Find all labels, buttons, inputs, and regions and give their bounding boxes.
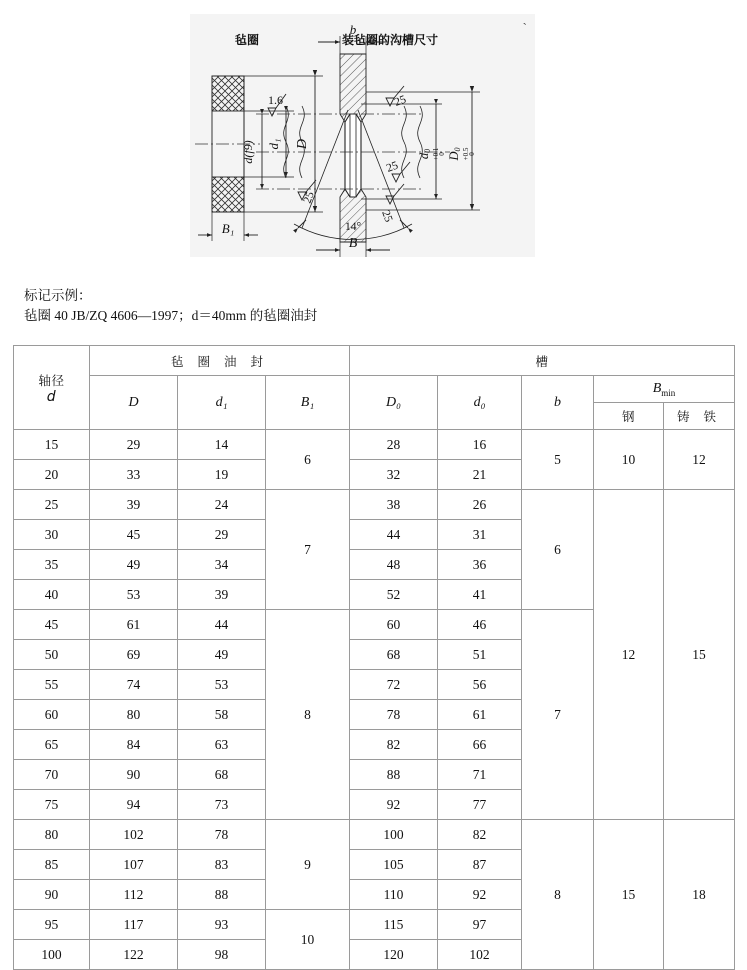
cell-D: 61 <box>90 610 178 640</box>
cell-Bmin-steel: 12 <box>594 490 664 820</box>
figure-caption-felt-ring: 毡圈 <box>235 33 260 47</box>
cell-d1: 98 <box>178 940 266 970</box>
cell-D0: 100 <box>350 820 438 850</box>
label-B1: B₁ <box>221 221 235 236</box>
cell-shaft-diameter: 100 <box>14 940 90 970</box>
cell-d0: 16 <box>438 430 522 460</box>
label-roughness-25-b: 25 <box>384 159 400 175</box>
cell-shaft-diameter: 95 <box>14 910 90 940</box>
cell-d1: 68 <box>178 760 266 790</box>
header-shaft-diameter-symbol: d <box>46 388 57 405</box>
cell-d1: 24 <box>178 490 266 520</box>
cell-B1: 9 <box>266 820 350 910</box>
cell-d0: 26 <box>438 490 522 520</box>
cell-shaft-diameter: 25 <box>14 490 90 520</box>
cell-shaft-diameter: 80 <box>14 820 90 850</box>
cell-d0: 92 <box>438 880 522 910</box>
cell-D0: 115 <box>350 910 438 940</box>
table-row <box>14 490 735 520</box>
marking-example-line: 毡圈 40 JB/ZQ 4606—1997；d＝40mm 的毡圈油封 <box>24 308 318 323</box>
cell-shaft-diameter: 35 <box>14 550 90 580</box>
cell-d0: 51 <box>438 640 522 670</box>
header-col-Bmin-steel: 钢 <box>594 403 664 430</box>
cell-D: 112 <box>90 880 178 910</box>
label-D: D <box>295 138 310 150</box>
cell-D0: 38 <box>350 490 438 520</box>
cell-d1: 58 <box>178 700 266 730</box>
cell-shaft-diameter: 55 <box>14 670 90 700</box>
cell-shaft-diameter: 65 <box>14 730 90 760</box>
technical-drawing <box>190 14 535 257</box>
cell-D0: 28 <box>350 430 438 460</box>
label-roughness-25-a: 25 <box>392 93 408 109</box>
label-roughness-25-c: 25 <box>301 190 317 206</box>
label-d1: d₁ <box>266 138 281 150</box>
cell-d1: 14 <box>178 430 266 460</box>
label-d0: d0 <box>417 148 432 160</box>
cell-d1: 83 <box>178 850 266 880</box>
marking-example <box>24 286 317 326</box>
cell-D: 74 <box>90 670 178 700</box>
cell-shaft-diameter: 20 <box>14 460 90 490</box>
cell-D0: 92 <box>350 790 438 820</box>
cell-d1: 44 <box>178 610 266 640</box>
cell-D0: 48 <box>350 550 438 580</box>
label-D0-tolerance: +0.5 <box>462 147 470 161</box>
cell-b: 8 <box>522 820 594 970</box>
label-b: b <box>349 22 357 37</box>
cell-d0: 82 <box>438 820 522 850</box>
header-col-d1: d₁ <box>178 376 266 430</box>
header-col-D0: D₀ <box>350 376 438 430</box>
cell-d1: 88 <box>178 880 266 910</box>
table-body <box>14 430 735 970</box>
cell-d0: 71 <box>438 760 522 790</box>
cell-d1: 34 <box>178 550 266 580</box>
label-B: B <box>348 236 358 251</box>
cell-D: 84 <box>90 730 178 760</box>
label-d0-tolerance: +0.1 <box>432 147 440 161</box>
cell-d0: 77 <box>438 790 522 820</box>
cell-D0: 110 <box>350 880 438 910</box>
cell-shaft-diameter: 30 <box>14 520 90 550</box>
cell-d0: 102 <box>438 940 522 970</box>
header-group-felt-seal: 毡 圈 油 封 <box>90 346 350 376</box>
felt-seal-spec-table <box>13 345 735 970</box>
cell-shaft-diameter: 45 <box>14 610 90 640</box>
cell-D: 102 <box>90 820 178 850</box>
cell-b: 7 <box>522 610 594 820</box>
label-D0: D0 <box>447 147 462 161</box>
cell-shaft-diameter: 70 <box>14 760 90 790</box>
cell-shaft-diameter: 90 <box>14 880 90 910</box>
cell-shaft-diameter: 75 <box>14 790 90 820</box>
cell-b: 6 <box>522 490 594 610</box>
cell-b: 5 <box>522 430 594 490</box>
header-shaft-diameter <box>14 346 90 430</box>
cell-D: 80 <box>90 700 178 730</box>
cell-d0: 31 <box>438 520 522 550</box>
cell-D0: 44 <box>350 520 438 550</box>
cell-d1: 78 <box>178 820 266 850</box>
cell-shaft-diameter: 15 <box>14 430 90 460</box>
cell-d0: 36 <box>438 550 522 580</box>
cell-D: 69 <box>90 640 178 670</box>
cell-D: 107 <box>90 850 178 880</box>
table-row <box>14 820 735 850</box>
cell-shaft-diameter: 85 <box>14 850 90 880</box>
cell-d0: 46 <box>438 610 522 640</box>
cell-d1: 53 <box>178 670 266 700</box>
cell-d0: 97 <box>438 910 522 940</box>
cell-Bmin-cast-iron: 18 <box>664 820 735 970</box>
cell-d1: 93 <box>178 910 266 940</box>
cell-D: 90 <box>90 760 178 790</box>
cell-Bmin-cast-iron: 12 <box>664 430 735 490</box>
cell-Bmin-steel: 15 <box>594 820 664 970</box>
cell-B1: 7 <box>266 490 350 610</box>
cell-D0: 52 <box>350 580 438 610</box>
cell-d1: 39 <box>178 580 266 610</box>
cell-d0: 56 <box>438 670 522 700</box>
cell-d1: 49 <box>178 640 266 670</box>
cell-D: 117 <box>90 910 178 940</box>
cell-D: 122 <box>90 940 178 970</box>
cell-B1: 6 <box>266 430 350 490</box>
figure-panel <box>190 14 535 257</box>
cell-d0: 41 <box>438 580 522 610</box>
cell-D: 53 <box>90 580 178 610</box>
header-col-Bmin: $B_{min}$ <box>594 376 735 403</box>
cell-D: 39 <box>90 490 178 520</box>
cell-D0: 105 <box>350 850 438 880</box>
header-shaft-diameter-cn: 轴径 <box>38 372 65 388</box>
label-roughness-25-d: 25 <box>379 208 395 224</box>
table-row <box>14 430 735 460</box>
label-d0-tolerance-lower: 0 <box>438 152 446 156</box>
cell-B1: 10 <box>266 910 350 970</box>
label-D0-tolerance-lower: 0 <box>468 152 476 156</box>
cell-D0: 68 <box>350 640 438 670</box>
cell-D: 94 <box>90 790 178 820</box>
cell-D0: 32 <box>350 460 438 490</box>
cell-Bmin-steel: 10 <box>594 430 664 490</box>
label-angle-14: 14° <box>344 221 362 233</box>
cell-D: 33 <box>90 460 178 490</box>
cell-d0: 87 <box>438 850 522 880</box>
cell-D: 45 <box>90 520 178 550</box>
cell-d1: 63 <box>178 730 266 760</box>
cell-D0: 82 <box>350 730 438 760</box>
cell-d0: 61 <box>438 700 522 730</box>
cell-D: 29 <box>90 430 178 460</box>
cell-D0: 88 <box>350 760 438 790</box>
cell-d1: 29 <box>178 520 266 550</box>
corner-tick-mark: ` <box>522 20 527 35</box>
cell-D: 49 <box>90 550 178 580</box>
cell-shaft-diameter: 40 <box>14 580 90 610</box>
header-col-D: D <box>90 376 178 430</box>
header-col-Bmin-cast-iron: 铸 铁 <box>664 403 735 430</box>
cell-d0: 21 <box>438 460 522 490</box>
marking-example-title: 标记示例： <box>24 288 92 303</box>
cell-d1: 73 <box>178 790 266 820</box>
label-roughness-1-6: 1.6 <box>268 93 283 107</box>
cell-B1: 8 <box>266 610 350 820</box>
header-group-groove: 槽 <box>350 346 735 376</box>
cell-D0: 60 <box>350 610 438 640</box>
cell-D0: 78 <box>350 700 438 730</box>
cell-Bmin-cast-iron: 15 <box>664 490 735 820</box>
figure-caption-groove-dimensions: 装毡圈的沟槽尺寸 <box>342 33 439 47</box>
header-col-d0: d₀ <box>438 376 522 430</box>
label-d-f9: d(f9) <box>241 140 255 164</box>
cell-d1: 19 <box>178 460 266 490</box>
header-col-b: b <box>522 376 594 430</box>
cell-shaft-diameter: 60 <box>14 700 90 730</box>
cell-shaft-diameter: 50 <box>14 640 90 670</box>
cell-D0: 120 <box>350 940 438 970</box>
header-col-B1: B₁ <box>266 376 350 430</box>
cell-d0: 66 <box>438 730 522 760</box>
cell-D0: 72 <box>350 670 438 700</box>
